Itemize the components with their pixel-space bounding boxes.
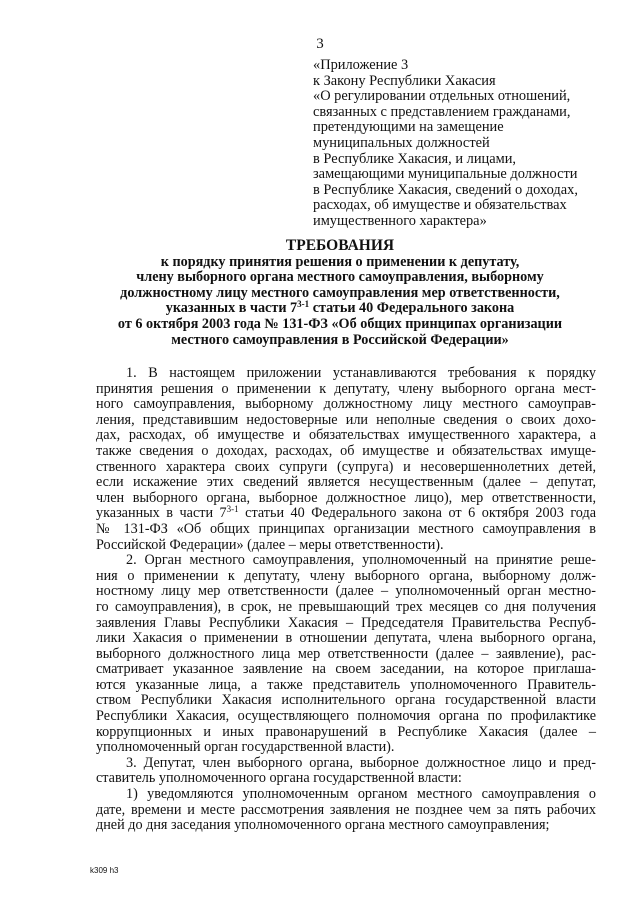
body-line: ством Республики Хакасия исполнительного органа государственной власти xyxy=(96,692,596,709)
title-line: местного самоуправления в Российской Федерации» xyxy=(171,331,509,348)
title-line: члену выборного органа местного самоуправления, выборному xyxy=(136,269,544,286)
body-line: дате, времени и месте рассмотрения заявления не позднее чем за пять рабочих xyxy=(96,801,596,818)
appendix-line: к Закону Республики Хакасия xyxy=(313,72,496,89)
body-superscript: 3-1 xyxy=(226,504,239,515)
appendix-line: претендующими на замещение xyxy=(313,119,504,136)
body-line: ностному лицу мер ответственности (далее – уполномоченный орган местно- xyxy=(96,583,596,600)
appendix-line: имущественного характера» xyxy=(313,212,487,229)
body-line: ственного характера своих супруги (супруга) и несовершеннолетних детей, xyxy=(96,458,596,475)
title-line-text: указанных в части 7 xyxy=(165,300,298,317)
title-heading: ТРЕБОВАНИЯ xyxy=(285,237,395,254)
title-superscript: 3-1 xyxy=(297,299,310,310)
body-line: 1. В настоящем приложении устанавливаются требования к порядку xyxy=(126,365,596,381)
appendix-line: расходах, об имуществе и обязательствах xyxy=(313,197,567,214)
body-line-text: указанных в части 7 xyxy=(96,505,227,522)
body-line: ются указанные лица, а также представитель уполномоченного Правитель- xyxy=(96,676,596,693)
body-line: ления, представившим недостоверные или неполные сведения о своих дохо- xyxy=(96,411,596,428)
body-line: уполномоченный орган государственной власти). xyxy=(96,739,395,756)
body-line-text: статьи 40 Федерального закона от 6 октября 2003 года xyxy=(238,505,596,522)
body-line: № 131-ФЗ «Об общих принципах организации местного самоуправления в xyxy=(96,520,596,537)
appendix-line: «Приложение 3 xyxy=(313,57,409,73)
appendix-reference xyxy=(313,58,603,230)
appendix-line: муниципальных должностей xyxy=(313,134,490,151)
document-title xyxy=(90,238,590,348)
title-line: должностному лицу местного самоуправления мер ответственности, xyxy=(120,284,560,301)
body-line: 1) уведомляются уполномоченным органом местного самоуправления о xyxy=(126,786,596,803)
appendix-line: замещающими муниципальные должности xyxy=(313,166,578,183)
body-line: дней до дня заседания уполномоченного органа местного самоуправления; xyxy=(96,817,550,834)
body-line: ния о применении к депутату, члену выборного органа, выборному долж- xyxy=(96,567,596,584)
title-line-text: статьи 40 Федерального закона xyxy=(309,300,515,317)
body-line: дах, расходах, об имуществе и обязательствах имущественного характера, а xyxy=(96,427,596,444)
body-line: го самоуправления), в срок, не превышающий трех месяцев со дня получения xyxy=(96,598,596,615)
body-line: коррупционных и иных правонарушений в Республике Хакасия (далее – xyxy=(96,723,596,740)
body-line: член выборного органа, выборное должностное лицо), мер ответственности, xyxy=(96,489,596,506)
body-line: ставитель уполномоченного органа государственной власти: xyxy=(96,770,462,787)
appendix-line: связанных с представлением гражданами, xyxy=(313,103,571,120)
appendix-line: в Республике Хакасия, и лицами, xyxy=(313,150,517,167)
body-line: ного самоуправления, выборному должностному лицу местного самоуправ- xyxy=(96,396,596,413)
footer-code: k309 h3 xyxy=(90,866,119,875)
page-number: 3 xyxy=(316,36,324,52)
body-line: принятия решения о применении к депутату, члену выборного органа мест- xyxy=(96,380,596,397)
appendix-line: «О регулировании отдельных отношений, xyxy=(313,88,571,105)
body-line: 2. Орган местного самоуправления, уполномоченный на принятие реше- xyxy=(126,552,596,569)
title-line: от 6 октября 2003 года № 131-ФЗ «Об общих принципах организации xyxy=(117,315,563,332)
body-line xyxy=(96,506,596,522)
body-line: Российской Федерации» (далее – меры ответственности). xyxy=(96,536,444,553)
body-line: если искажение этих сведений является несущественным (далее – депутат, xyxy=(96,474,596,491)
body-line: 3. Депутат, член выборного органа, выборное должностное лицо и пред- xyxy=(126,754,596,771)
body-line: выборного должностного лица мер ответственности (далее – заявление), рас- xyxy=(96,645,596,662)
appendix-line: в Республике Хакасия, сведений о доходах, xyxy=(313,181,578,198)
title-line xyxy=(90,301,590,317)
document-body xyxy=(96,366,596,834)
body-line: также сведения о доходах, расходах, об имуществе и обязательствах имуще- xyxy=(96,442,596,459)
body-line: Республики Хакасия, осуществляющего полномочия органа по профилактике xyxy=(96,708,596,725)
body-line: заявления Главы Республики Хакасия – Председателя Правительства Респуб- xyxy=(96,614,596,631)
title-line: к порядку принятия решения о применении к депутату, xyxy=(160,253,520,270)
body-line: сматривает указанное заявление на своем заседании, на которое приглаша- xyxy=(96,661,596,678)
body-line: лики Хакасия о применении в отношении депутата, члена выборного органа, xyxy=(96,630,596,647)
